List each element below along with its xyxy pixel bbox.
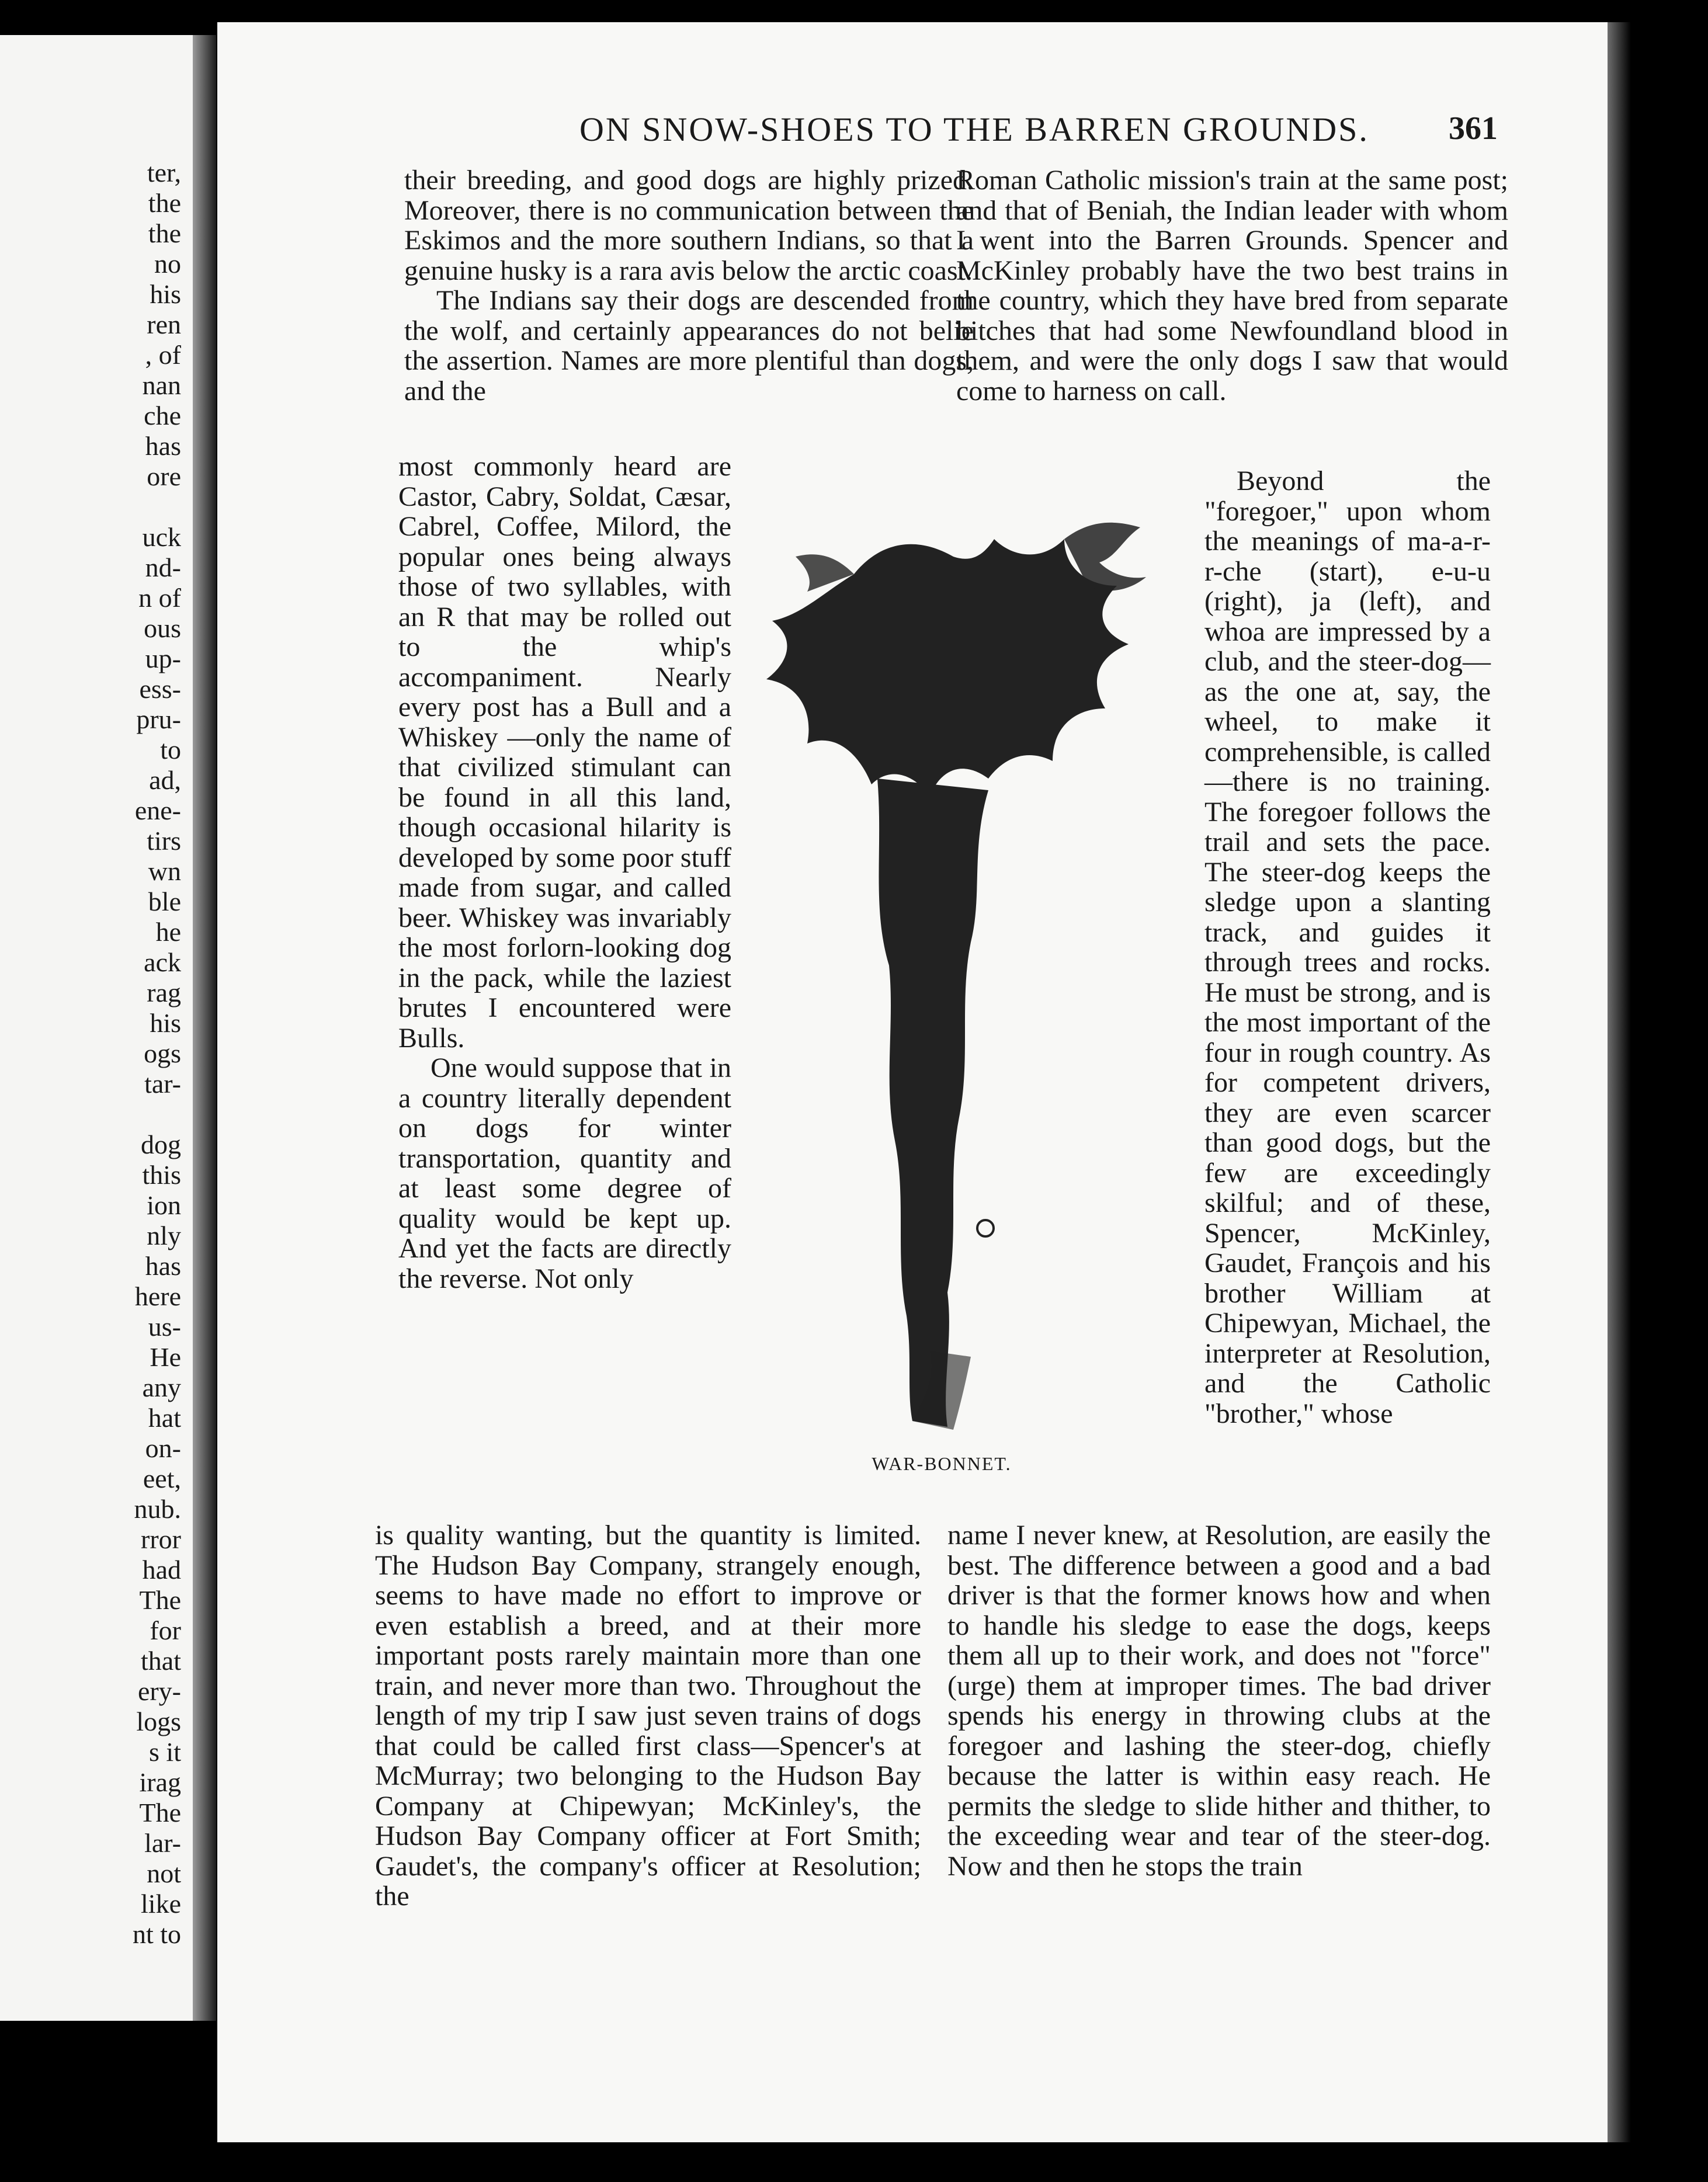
column2-wrapped-text xyxy=(1204,466,1491,1429)
war-bonnet-illustration xyxy=(737,522,1169,1433)
facing-page-text-fragments: ter, the the no his ren , of nan che has ore uck nd- n of ous up- ess- pru- to ad, ene- tirs wn ble he ack rag his ogs tar- dog this ion nly has here us- He any hat on- eet, nub. rror had The for that ery- logs s it irag The lar- not like nt to xyxy=(132,158,181,1949)
page-number: 361 xyxy=(1449,110,1498,147)
column1-wrapped-text xyxy=(398,451,731,1294)
column1-top-text xyxy=(404,165,974,406)
column2-top-text xyxy=(956,165,1508,406)
column2-paragraph-2-wrap: Beyond the "foregoer," upon whom the meanings of ma-a-r-r-che (start), e-u-u (right), ja (left), and whoa are impressed by a club, and the steer-dog—as the one at, say, the wheel, to make it comprehensible, is called—there is no training. The foregoer follows the trail and sets the pace. The steer-dog keeps the sledge upon a slanting track, and guides it through trees and rocks. He must be strong, and is the most important of the four in rough country. As for competent drivers, they are even scarcer than good dogs, but the few are exceedingly skilful; and of these, Spencer, McKinley, Gaudet, François and his brother William at Chipewyan, Michael, the interpreter at Resolution, and the Catholic "brother," whose xyxy=(1204,465,1491,1429)
column1-paragraph-3-wrap: One would suppose that in a country literally dependent on dogs for winter transportation, quantity and at least some degree of quality would be kept up. And yet the facts are directly the reverse. Not only xyxy=(398,1052,731,1294)
feather-crown xyxy=(766,523,1146,796)
running-head: ON SNOW-SHOES TO THE BARREN GROUNDS. xyxy=(579,110,1369,148)
main-page xyxy=(217,22,1608,2142)
book-gutter xyxy=(193,35,216,2021)
column1-paragraph-2-wrap: most commonly heard are Castor, Cabry, Soldat, Cæsar, Cabrel, Coffee, Milord, the popular ones being always those of two syllables, with an R that may be rolled out to the whip's accompaniment. Nearly every post has a Bull and a Whiskey —only the name of that civilized stimulant can be found in all this land, though occasional hilarity is developed by some poor stuff made from sugar, and called beer. Whiskey was invariably the most forlorn-looking dog in the pack, while the laziest brutes I encountered were Bulls. xyxy=(398,451,731,1054)
column1-paragraph-2-start: The Indians say their dogs are descended from the wolf, and certainly appearances do not belie the assertion. Names are more plentiful than dogs, and the xyxy=(404,285,974,406)
figure-caption: WAR-BONNET. xyxy=(872,1453,1012,1474)
column2-paragraph-1: Roman Catholic mission's train at the same post; and that of Beniah, the Indian leader with whom I went into the Barren Grounds. Spencer and McKinley probably have the two best trains in the country, which they have bred from separate bitches that had some Newfoundland blood in them, and were the only dogs I saw that would come to harness on call. xyxy=(956,165,1508,406)
page-edge-shadow xyxy=(1608,22,1631,2142)
facing-page xyxy=(0,35,193,2021)
column1-bottom-text xyxy=(375,1520,921,1912)
column1-paragraph-3-bottom: is quality wanting, but the quantity is limited. The Hudson Bay Company, strangely enough, seems to have made no effort to improve or even establish a breed, and at their more important posts rarely maintain more than one train, and never more than two. Throughout the length of my trip I saw just seven trains of dogs that could be called first class—Spencer's at McMurray; two belonging to the Hudson Bay Company at Chipewyan; McKinley's, the Hudson Bay Company officer at Fort Smith; Gaudet's, the company's officer at Resolution; the xyxy=(375,1520,921,1912)
feather-trail xyxy=(877,779,994,1430)
column1-paragraph-1: their breeding, and good dogs are highly prized. Moreover, there is no communication between the Eskimos and the more southern Indians, so that a genuine husky is a rara avis below the arctic coast. xyxy=(404,165,974,286)
column2-bottom-text xyxy=(947,1520,1491,1881)
column2-paragraph-2-bottom: name I never knew, at Resolution, are easily the best. The difference between a good and a bad driver is that the former knows how and when to handle his sledge to ease the dogs, keeps them all up to their work, and does not "force" (urge) them at improper times. The bad driver spends his energy in throwing clubs at the foregoer and lashing the steer-dog, chiefly because the latter is within easy reach. He permits the sledge to slide hither and thither, to the exceeding wear and tear of the steer-dog. Now and then he stops the train xyxy=(947,1520,1491,1882)
